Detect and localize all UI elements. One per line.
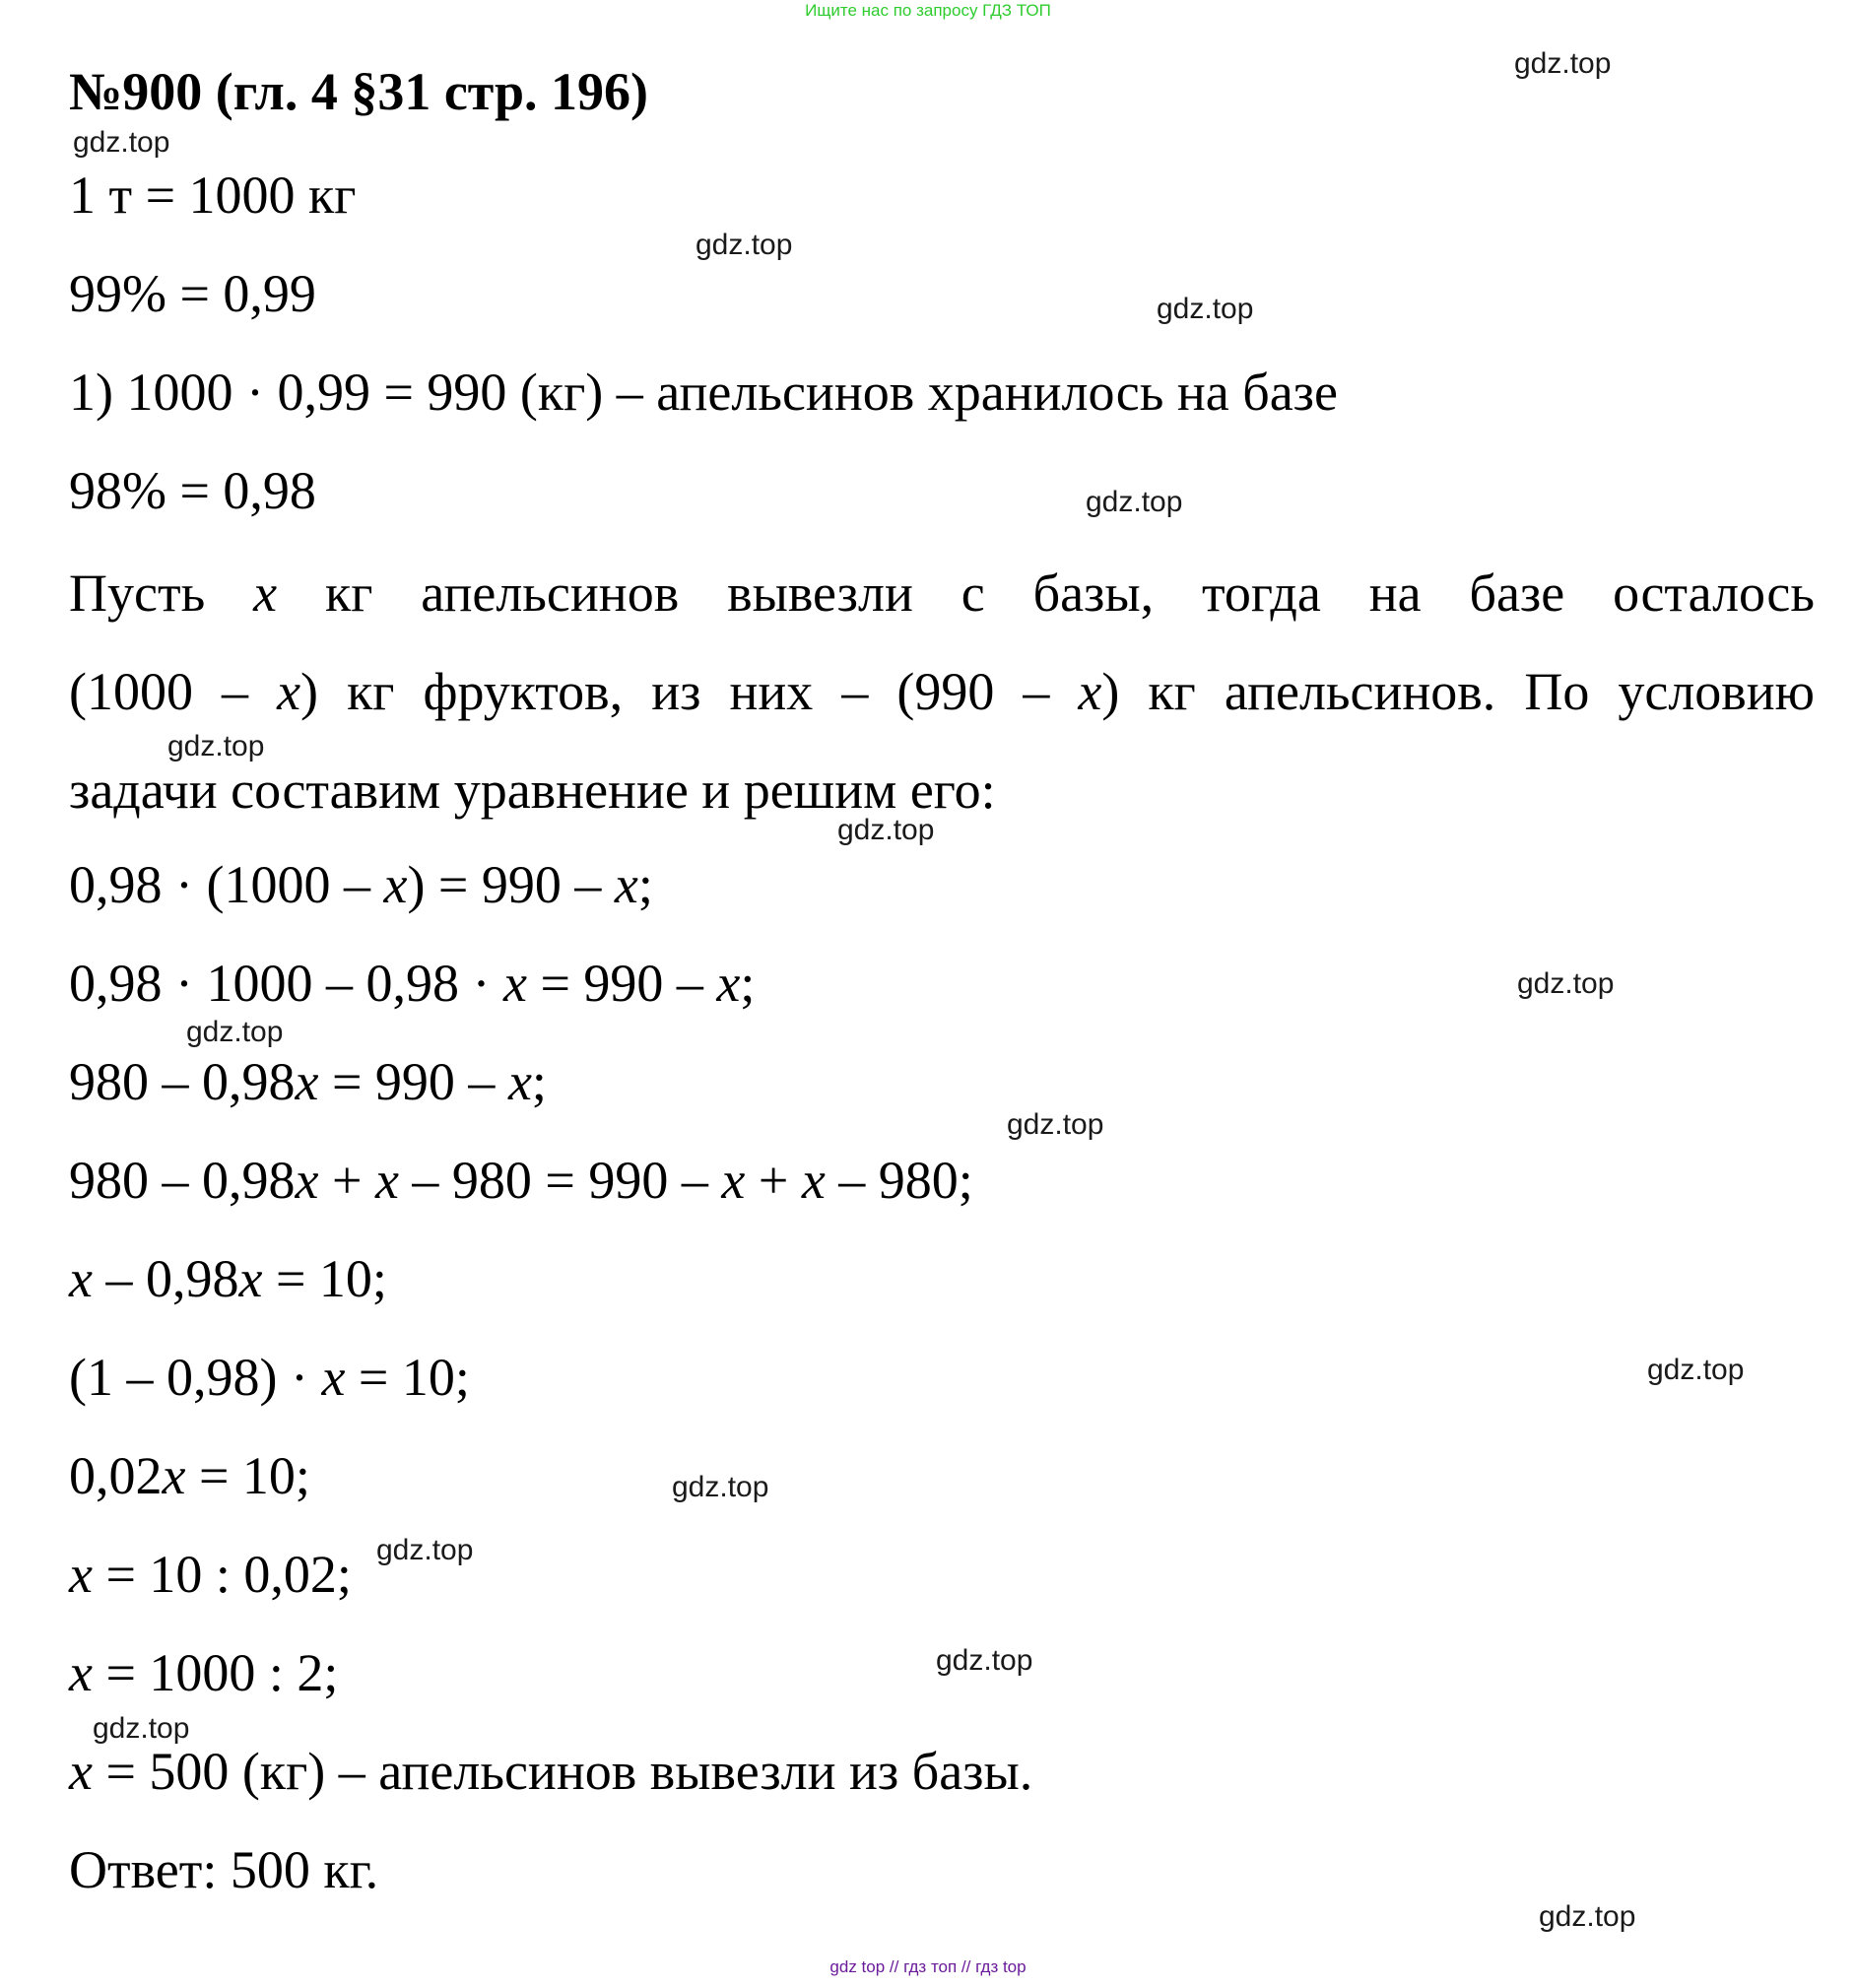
watermark: gdz.top (1539, 1900, 1636, 1933)
page-title: №900 (гл. 4 §31 стр. 196) (69, 62, 648, 121)
equation-1: 0,98 · (1000 – x) = 990 – x; (69, 855, 653, 914)
problem-paragraph (69, 544, 1815, 839)
watermark: gdz.top (1517, 967, 1615, 1000)
top-banner: Ищите нас по запросу ГДЗ ТОП (805, 1, 1051, 20)
equation-9: x = 1000 : 2; (69, 1643, 339, 1702)
watermark: gdz.top (1647, 1354, 1745, 1386)
line-tonnes: 1 т = 1000 кг (69, 166, 357, 225)
watermark: gdz.top (186, 1016, 284, 1048)
watermark: gdz.top (1514, 47, 1612, 80)
equation-3: 980 – 0,98x = 990 – x; (69, 1052, 547, 1111)
watermark: gdz.top (696, 229, 793, 261)
watermark: gdz.top (1086, 486, 1183, 518)
equation-4: 980 – 0,98x + x – 980 = 990 – x + x – 980; (69, 1151, 973, 1210)
watermark: gdz.top (376, 1534, 474, 1566)
equation-2: 0,98 · 1000 – 0,98 · x = 990 – x; (69, 954, 756, 1013)
equation-6: (1 – 0,98) · x = 10; (69, 1348, 470, 1407)
equation-8: x = 10 : 0,02; (69, 1545, 352, 1604)
paragraph-line-3: задачи составим уравнение и решим его: (69, 761, 996, 820)
watermark: gdz.top (167, 730, 265, 762)
watermark: gdz.top (936, 1644, 1033, 1677)
watermark: gdz.top (93, 1712, 190, 1745)
answer-line: Ответ: 500 кг. (69, 1840, 379, 1899)
line-98-percent: 98% = 0,98 (69, 461, 316, 520)
watermark: gdz.top (1157, 293, 1254, 325)
watermark: gdz.top (73, 126, 170, 159)
watermark: gdz.top (837, 814, 935, 846)
equation-7: 0,02x = 10; (69, 1446, 310, 1505)
equation-5: x – 0,98x = 10; (69, 1249, 387, 1308)
watermark: gdz.top (1007, 1108, 1104, 1141)
footer-links: gdz top // гдз топ // гдз top (829, 1957, 1027, 1976)
watermark: gdz.top (672, 1471, 769, 1503)
equation-10: x = 500 (кг) – апельсинов вывезли из базы. (69, 1742, 1033, 1801)
paragraph-line-1: Пусть x кг апельсинов вывезли с базы, тогда на базе осталось (69, 563, 1815, 623)
paragraph-line-2: (1000 – x) кг фруктов, из них – (990 – x) кг апельсинов. По условию (69, 662, 1816, 721)
line-step-1: 1) 1000 · 0,99 = 990 (кг) – апельсинов хранилось на базе (69, 363, 1338, 422)
line-99-percent: 99% = 0,99 (69, 264, 316, 323)
